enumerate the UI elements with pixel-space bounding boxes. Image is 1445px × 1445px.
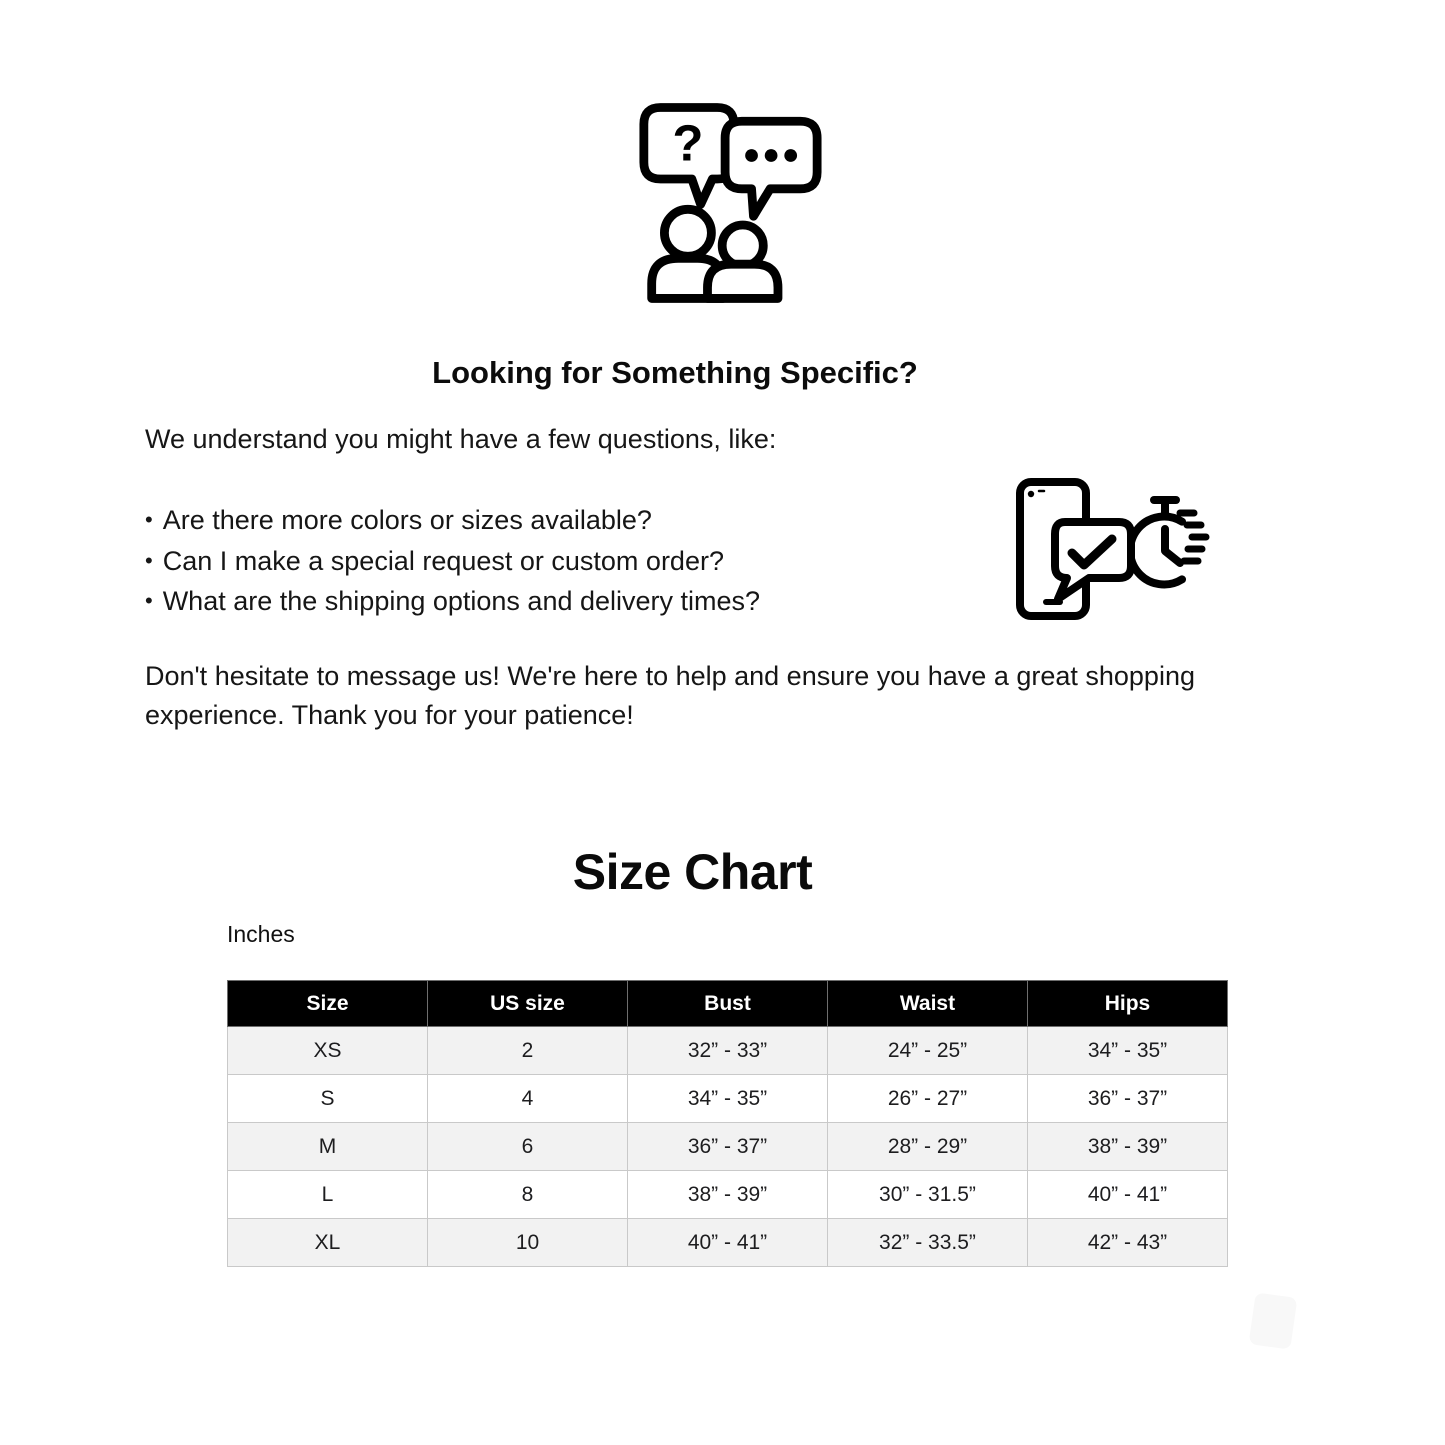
cell: S	[228, 1075, 428, 1123]
question-text: Can I make a special request or custom order?	[162, 545, 724, 576]
cell: 32” - 33.5”	[828, 1219, 1028, 1267]
cell: 2	[428, 1027, 628, 1075]
unit-label: Inches	[227, 921, 295, 947]
cell: 26” - 27”	[828, 1075, 1028, 1123]
cell: XL	[228, 1219, 428, 1267]
help-heading: Looking for Something Specific?	[432, 355, 918, 390]
col-header-waist: Waist	[828, 981, 1028, 1027]
table-row-s	[228, 1075, 1228, 1123]
cell: 34” - 35”	[628, 1075, 828, 1123]
cell: 28” - 29”	[828, 1123, 1028, 1171]
cell: 40” - 41”	[628, 1219, 828, 1267]
cell: 10	[428, 1219, 628, 1267]
chat-people-icon	[637, 98, 823, 306]
col-header-us-size: US size	[428, 981, 628, 1027]
cell: 24” - 25”	[828, 1027, 1028, 1075]
table-row-m	[228, 1123, 1228, 1171]
cell: 40” - 41”	[1028, 1171, 1228, 1219]
dots-bubble-icon	[725, 121, 817, 216]
help-closing: Don't hesitate to message us! We're here to help and ensure you have a great shopping experience. Thank you for your patience!	[145, 661, 1195, 730]
question-item	[145, 582, 760, 623]
cell: 32” - 33”	[628, 1027, 828, 1075]
cell: L	[228, 1171, 428, 1219]
col-header-bust: Bust	[628, 981, 828, 1027]
cell: 4	[428, 1075, 628, 1123]
cell: XS	[228, 1027, 428, 1075]
watermark	[1249, 1292, 1298, 1349]
cell: 6	[428, 1123, 628, 1171]
table-header-row	[228, 981, 1228, 1027]
col-header-hips: Hips	[1028, 981, 1228, 1027]
col-header-size: Size	[228, 981, 428, 1027]
cell: 34” - 35”	[1028, 1027, 1228, 1075]
cell: 38” - 39”	[1028, 1123, 1228, 1171]
cell: 36” - 37”	[1028, 1075, 1228, 1123]
fast-response-icon	[1013, 478, 1213, 622]
table-row-l	[228, 1171, 1228, 1219]
help-intro: We understand you might have a few questions, like:	[145, 424, 777, 454]
bullet-icon: •	[145, 588, 153, 614]
cell: 38” - 39”	[628, 1171, 828, 1219]
question-text: What are the shipping options and delivery times?	[162, 586, 761, 617]
cell: M	[228, 1123, 428, 1171]
question-text: Are there more colors or sizes available?	[162, 505, 652, 535]
table-row-xs	[228, 1027, 1228, 1075]
cell: 42” - 43”	[1028, 1219, 1228, 1267]
table-row-xl	[228, 1219, 1228, 1267]
size-chart-table	[227, 980, 1228, 1267]
svg-text:?: ?	[672, 114, 704, 172]
question-list	[145, 501, 760, 623]
bullet-icon: •	[145, 547, 153, 573]
size-chart-title: Size Chart	[572, 844, 813, 900]
question-item	[145, 501, 760, 542]
stopwatch-icon	[1130, 517, 1182, 585]
question-item	[145, 542, 760, 583]
bullet-icon: •	[145, 507, 153, 532]
cell: 8	[428, 1171, 628, 1219]
cell: 36” - 37”	[628, 1123, 828, 1171]
cell: 30” - 31.5”	[828, 1171, 1028, 1219]
